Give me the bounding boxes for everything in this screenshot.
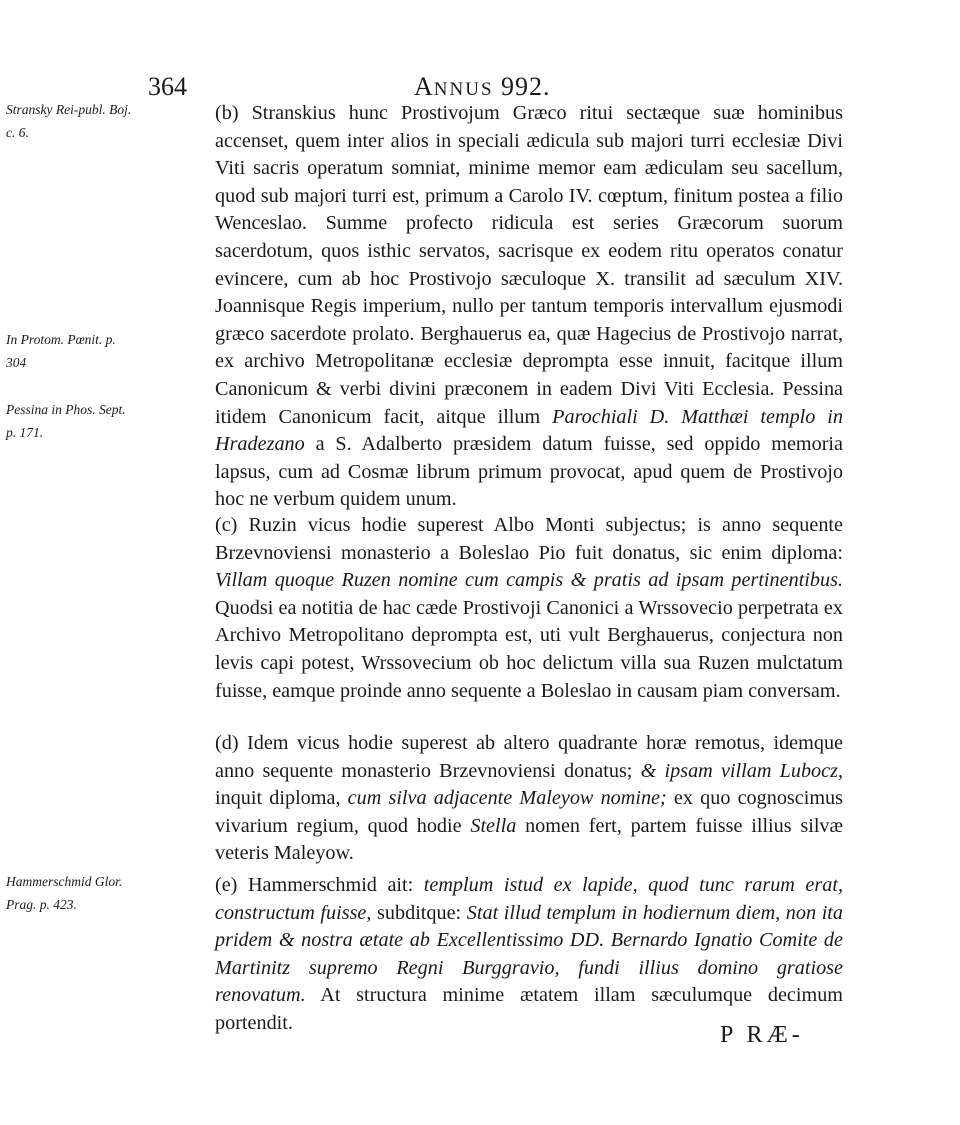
running-head xyxy=(414,72,551,102)
margin-note-stransky: Stransky Rei-publ. Boj. c. 6. xyxy=(6,102,132,140)
footnote-e-italic-1: templum istud ex lapide, quod tunc rarum erat, constructum fuisse xyxy=(215,874,843,924)
running-head-smallcaps: NNUS xyxy=(433,79,494,100)
footnote-d-text-1: (d) Idem vicus hodie superest ab altero quadrante horæ remotus, idemque anno sequente monasterio Brzevnoviensi donatus; xyxy=(215,732,843,782)
running-head-initial: A xyxy=(414,72,434,101)
margin-note-pessina: Pessina in Phos. Sept. p. 171. xyxy=(6,402,126,440)
footnote-c-italic-1: Villam quoque Ruzen nomine cum campis & pratis ad ipsam pertinentibus. xyxy=(215,569,843,592)
footnote-c-text-2: Quodsi ea notitia de hac cæde Prostivoji Canonici a Wrssovecio perpetrata ex Archivo Metropolitano deprompta est, uti vult Berghauerus, conjectura non levis capi potest, Wrssovecium ob hoc delictum villa sua Ruzen mulctatum fuisse, eamque proinde anno sequente a Boleslao in causam piam conversam. xyxy=(215,596,843,702)
footnote-b-text-1: (b) Stranskius hunc Prostivojum Græco ritui sectæque suæ hominibus accenset, quem inter alios in speciali ædicula sub majori turri ecclesiæ Divi Viti sacris operatum somniat, minime memor eam ædiculam seu sacellum, quod sub majori turri est, primum a Carolo IV. cœptum, finitum postea a filio Wenceslao. Summe profecto ridicula est series Græcorum suorum sacerdotum, quos isthic servatos, sacrisque ex eodem ritu operatos conatur evincere, cum ab hoc Prostivojo sæculoque X. transilit ad sæculum XIV. Joannisque Regis imperium, nullo per tantum temporis intervallum ejusmodi græco sacerdote prolato. Berghauerus ea, quæ Hagecius de Prostivojo narrat, ex archivo Metropolitanæ ecclesiæ deprompta esse innuit, facitque illum Canonicum & verbi divini præconem in eadem Divi Viti Ecclesia. Pessina itidem Canonicum facit, aitque illum xyxy=(215,102,843,428)
footnote-d-italic-1: & ipsam villam Lubocz xyxy=(640,759,838,782)
footnote-e-text-2: , subditque: xyxy=(366,901,467,924)
catchword: P RÆ- xyxy=(720,1022,804,1048)
footnote-d-text-3: ex quo cognoscimus vivarium regium, quod hodie xyxy=(215,787,843,837)
footnote-e-text-3: At structura minime ætatem illam sæculumque decimum portendit. xyxy=(215,984,843,1034)
footnote-b-text-2: a S. Adalberto præsidem datum fuisse, sed oppido memoria lapsus, cum ad Cosmæ librum primum provocat, apud quem de Prostivojo hoc ne verbum quidem unum. xyxy=(215,433,843,511)
footnote-d-text-4: nomen fert, partem fuisse illius silvæ veteris Maleyow. xyxy=(215,814,843,865)
footnote-d-text-2: , inquit diploma, xyxy=(215,759,844,810)
margin-note-protom: In Protom. Pœnit. p. 304 xyxy=(6,332,116,370)
footnote-b-italic-1: Parochiali D. Matthæi templo in Hradezano xyxy=(215,405,844,456)
footnote-d xyxy=(143,730,843,868)
footnote-d-italic-3: Stella xyxy=(470,814,517,837)
footnote-e-italic-2: Stat illud templum in hodiernum diem, non ita pridem & nostra ætate ab Excellentissimo DD. Bernardo Ignatio Comite de Martinitz supremo Regni Burggravio, fundi illius domino gratiose renovatum. xyxy=(215,901,844,1007)
margin-note-hammerschmid: Hammerschmid Glor. Prag. p. 423. xyxy=(6,874,123,912)
footnote-c-text-1: (c) Ruzin vicus hodie superest Albo Monti subjectus; is anno sequente Brzevnoviensi monasterio a Boleslao Pio fuit donatus, sic enim diploma: xyxy=(215,514,843,564)
running-head-year: 992. xyxy=(493,72,551,101)
footnote-c xyxy=(143,512,843,705)
footnote-d-italic-2: cum silva adjacente Maleyow nomine; xyxy=(347,787,667,810)
footnote-e xyxy=(143,872,843,1038)
footnote-b xyxy=(143,100,843,514)
page-number: 364 xyxy=(148,72,187,101)
footnote-e-text-1: (e) Hammerschmid ait: xyxy=(215,874,424,896)
